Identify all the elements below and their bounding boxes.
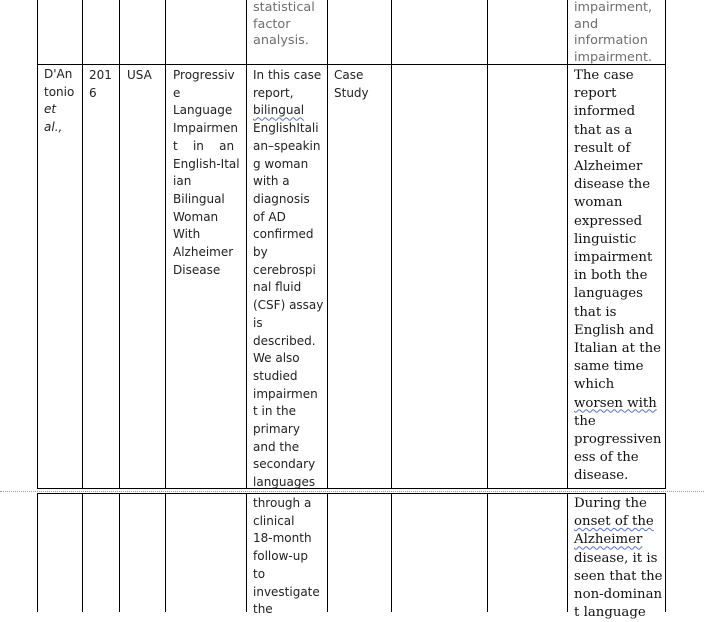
table-col-divider [246, 0, 247, 489]
findings-cell-continued: During the onset of the Alzheimer disease, it is seen that the non-dominan t language [574, 496, 663, 621]
findings-cell: impairment, and information impairment. [574, 0, 653, 65]
table-col-divider [567, 493, 568, 612]
table-border-left [37, 0, 38, 489]
table-col-divider [82, 493, 83, 612]
table-col-divider [327, 0, 328, 489]
table-top-border [37, 493, 666, 494]
table-bottom-border [37, 488, 666, 489]
analysis-method-cell: statistical factor analysis. [253, 0, 315, 48]
table-border-right [665, 493, 666, 612]
table-col-divider [246, 493, 247, 612]
table-col-divider [391, 0, 392, 489]
country-cell: USA [127, 68, 152, 82]
table-border-left [37, 493, 38, 612]
table-col-divider [487, 0, 488, 489]
table-col-divider [487, 493, 488, 612]
table-col-divider [119, 493, 120, 612]
method-cell-continued: through a clinical 18-month follow-up to investigate the [253, 496, 320, 617]
table-col-divider [567, 0, 568, 489]
study-design-cell: Case Study [334, 68, 369, 100]
year-cell: 201 6 [89, 68, 112, 100]
method-cell: In this case report, bilingual EnglishItali an–speakin g woman with a diagnosis of AD confirmed by cerebrospi nal fluid (CSF) assay is described. We also studied impairmen t in the primary and the secondary languages [253, 68, 324, 490]
row-divider [37, 64, 666, 65]
table-col-divider [82, 0, 83, 489]
title-cell: Progressiv e Language Impairmen t in an English-Ital ian Bilingual Woman With Alzheimer Disease [173, 68, 240, 277]
table-col-divider [165, 493, 166, 612]
table-col-divider [327, 493, 328, 612]
page-break-line [0, 491, 704, 492]
table-border-right [665, 0, 666, 489]
author-cell: D'An tonio et al., [44, 67, 75, 134]
table-col-divider [165, 0, 166, 489]
table-col-divider [119, 0, 120, 489]
findings-cell: The case report informed that as a result of Alzheimer disease the woman expressed linguistic impairment in both the languages that is English and Italian at the same time which worsen with the progressiven ess of the disease. [574, 68, 662, 484]
table-col-divider [391, 493, 392, 612]
